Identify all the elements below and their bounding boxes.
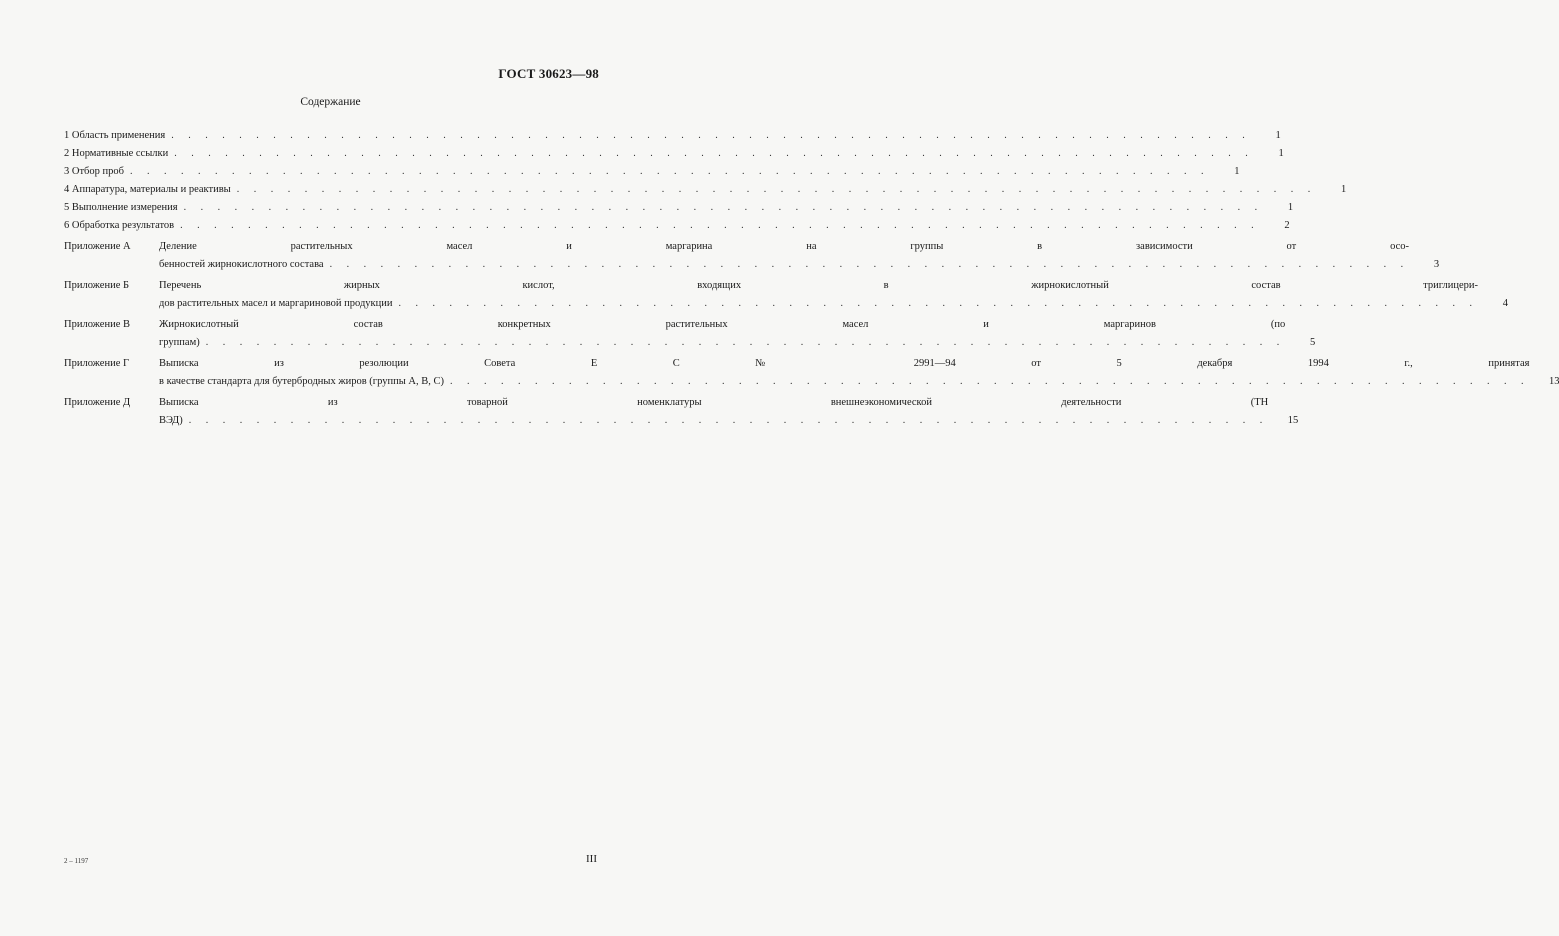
toc-section-4[interactable] [64,181,1347,199]
standard-code: ГОСТ 30623—98 [498,66,599,81]
leader-dots [180,217,1260,235]
toc-section-text: 2 Нормативные ссылки [64,148,169,159]
toc-appendix-b[interactable] [64,277,1509,313]
appendix-label: Приложение Д [64,397,131,408]
toc-appendix-a[interactable] [64,238,1440,274]
toc-page-number: 1 [1275,130,1281,141]
toc-page-number: 1 [1278,148,1284,159]
leader-dots [330,256,1410,274]
leader-dots [130,163,1210,181]
toc-section-text: 3 Отбор проб [64,166,124,177]
toc-page-number: 5 [1309,337,1316,348]
toc-section-3[interactable] [64,163,1240,181]
appendix-title-line1: Жирнокислотный состав конкретных растительных масел и маргаринов (по [159,319,1286,330]
table-of-contents [64,127,1559,430]
page-number-roman: III [586,853,597,865]
toc-page-number: 2 [1284,220,1290,231]
leader-dots [237,181,1317,199]
toc-appendix-g[interactable] [64,355,1559,391]
toc-section-2[interactable] [64,145,1284,163]
leader-dots [206,334,1286,352]
leader-dots [399,295,1479,313]
appendix-title-line2: в качестве стандарта для бутербродных жиров (группы А, В, С) [159,376,444,387]
appendix-label: Приложение В [64,319,130,330]
toc-section-6[interactable] [64,217,1290,235]
toc-section-text: 6 Обработка результатов [64,220,175,231]
leader-dots [184,199,1264,217]
leader-dots [189,412,1269,430]
toc-section-text: 4 Аппаратура, материалы и реактивы [64,184,231,195]
toc-page-number: 4 [1502,298,1509,309]
appendix-label: Приложение Г [64,358,130,369]
toc-page-number: 13 [1548,376,1559,387]
toc-page-number: 1 [1234,166,1240,177]
appendix-label: Приложение А [64,241,131,252]
toc-title: Содержание [300,96,361,108]
toc-appendix-d[interactable] [64,394,1299,430]
appendix-title-line1: Выписка из товарной номенклатуры внешнеэкономической деятельности (ТН [159,397,1269,408]
toc-appendix-v[interactable] [64,316,1316,352]
toc-section-5[interactable] [64,199,1294,217]
leader-dots [174,145,1254,163]
leader-dots [450,373,1530,391]
appendix-title-line1: Деление растительных масел и маргарина на группы в зависимости от осо- [159,241,1410,252]
appendix-title-line1: Выписка из резолюции Совета Е С № 2991—94 от 5 декабря 1994 г., принятая [159,358,1530,369]
toc-section-1[interactable] [64,127,1281,145]
appendix-title-line2: бенностей жирнокислотного состава [159,259,324,270]
appendix-title-line1: Перечень жирных кислот, входящих в жирнокислотный состав триглицери- [159,280,1479,291]
print-code: 2 – 1197 [64,857,89,865]
appendix-title-line2: дов растительных масел и маргариновой продукции [159,298,393,309]
appendix-title-line2: группам) [159,337,200,348]
appendix-title-line2: ВЭД) [159,415,183,426]
toc-page-number: 1 [1340,184,1347,195]
toc-page-number: 3 [1433,259,1440,270]
toc-section-text: 5 Выполнение измерения [64,202,178,213]
toc-page-number: 1 [1287,202,1294,213]
leader-dots [171,127,1251,145]
toc-section-text: 1 Область применения [64,130,166,141]
appendix-label: Приложение Б [64,280,130,291]
toc-page-number: 15 [1287,415,1299,426]
